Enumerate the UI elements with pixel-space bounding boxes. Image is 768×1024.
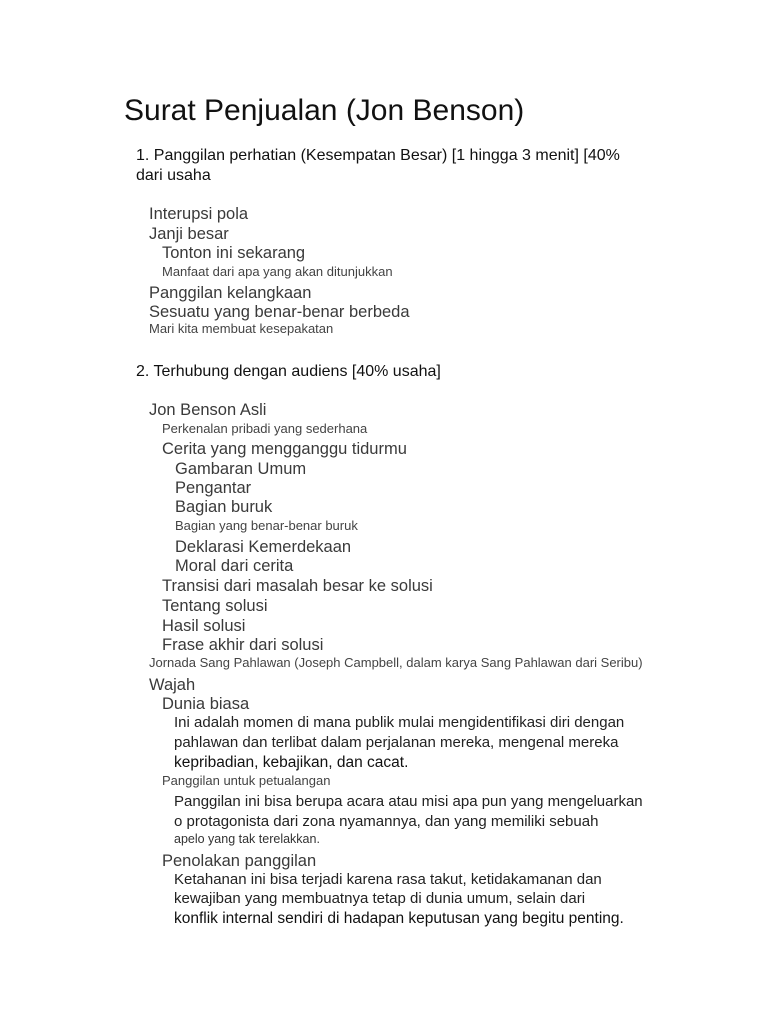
outline-item: Jon Benson Asli: [149, 401, 267, 419]
paragraph-line: Ketahanan ini bisa terjadi karena rasa takut, ketidakamanan dan: [174, 871, 602, 888]
outline-item: Perkenalan pribadi yang sederhana: [162, 421, 368, 436]
paragraph-line: konflik internal sendiri di hadapan keputusan yang begitu penting.: [174, 910, 624, 927]
outline-item: Pengantar: [175, 479, 252, 497]
outline-item: Deklarasi Kemerdekaan: [175, 538, 352, 556]
outline-item: Dunia biasa: [162, 695, 250, 713]
outline-item: Janji besar: [149, 225, 229, 243]
outline-item: Mari kita membuat kesepakatan: [149, 321, 334, 336]
outline-item: Penolakan panggilan: [162, 852, 317, 870]
page-title: Surat Penjualan (Jon Benson): [124, 94, 525, 127]
outline-item: Interupsi pola: [149, 205, 249, 223]
section-1-heading: 1. Panggilan perhatian (Kesempatan Besar) [1 hingga 3 menit] [40%: [136, 147, 620, 164]
paragraph-line: kepribadian, kebajikan, dan cacat.: [174, 754, 409, 771]
outline-item: Bagian yang benar-benar buruk: [175, 518, 358, 533]
outline-item: Jornada Sang Pahlawan (Joseph Campbell, dalam karya Sang Pahlawan dari Seribu): [149, 655, 643, 670]
paragraph-line: pahlawan dan terlibat dalam perjalanan mereka, mengenal mereka: [174, 734, 619, 751]
outline-item: Moral dari cerita: [175, 557, 294, 575]
outline-item: Sesuatu yang benar-benar berbeda: [149, 303, 410, 321]
outline-item: Transisi dari masalah besar ke solusi: [162, 577, 433, 595]
section-1-heading-cont: dari usaha: [136, 167, 211, 184]
outline-item: Wajah: [149, 676, 196, 694]
outline-item: Cerita yang mengganggu tidurmu: [162, 440, 407, 458]
outline-item: Tentang solusi: [162, 597, 268, 615]
paragraph-line: Ini adalah momen di mana publik mulai mengidentifikasi diri dengan: [174, 714, 625, 731]
outline-item: Panggilan kelangkaan: [149, 284, 312, 302]
paragraph-line: kewajiban yang membuatnya tetap di dunia umum, selain dari: [174, 890, 586, 907]
outline-item: Frase akhir dari solusi: [162, 636, 324, 654]
outline-item: Manfaat dari apa yang akan ditunjukkan: [162, 264, 393, 279]
outline-item: Tonton ini sekarang: [162, 244, 306, 262]
paragraph-line: o protagonista dari zona nyamannya, dan yang memiliki sebuah: [174, 813, 599, 830]
outline-item: Gambaran Umum: [175, 460, 307, 478]
outline-item: Panggilan untuk petualangan: [162, 773, 331, 788]
paragraph-line: apelo yang tak terelakkan.: [174, 832, 320, 846]
outline-item: Bagian buruk: [175, 498, 273, 516]
paragraph-line: Panggilan ini bisa berupa acara atau misi apa pun yang mengeluarkan: [174, 793, 643, 810]
outline-item: Hasil solusi: [162, 617, 246, 635]
section-2-heading: 2. Terhubung dengan audiens [40% usaha]: [136, 363, 441, 380]
